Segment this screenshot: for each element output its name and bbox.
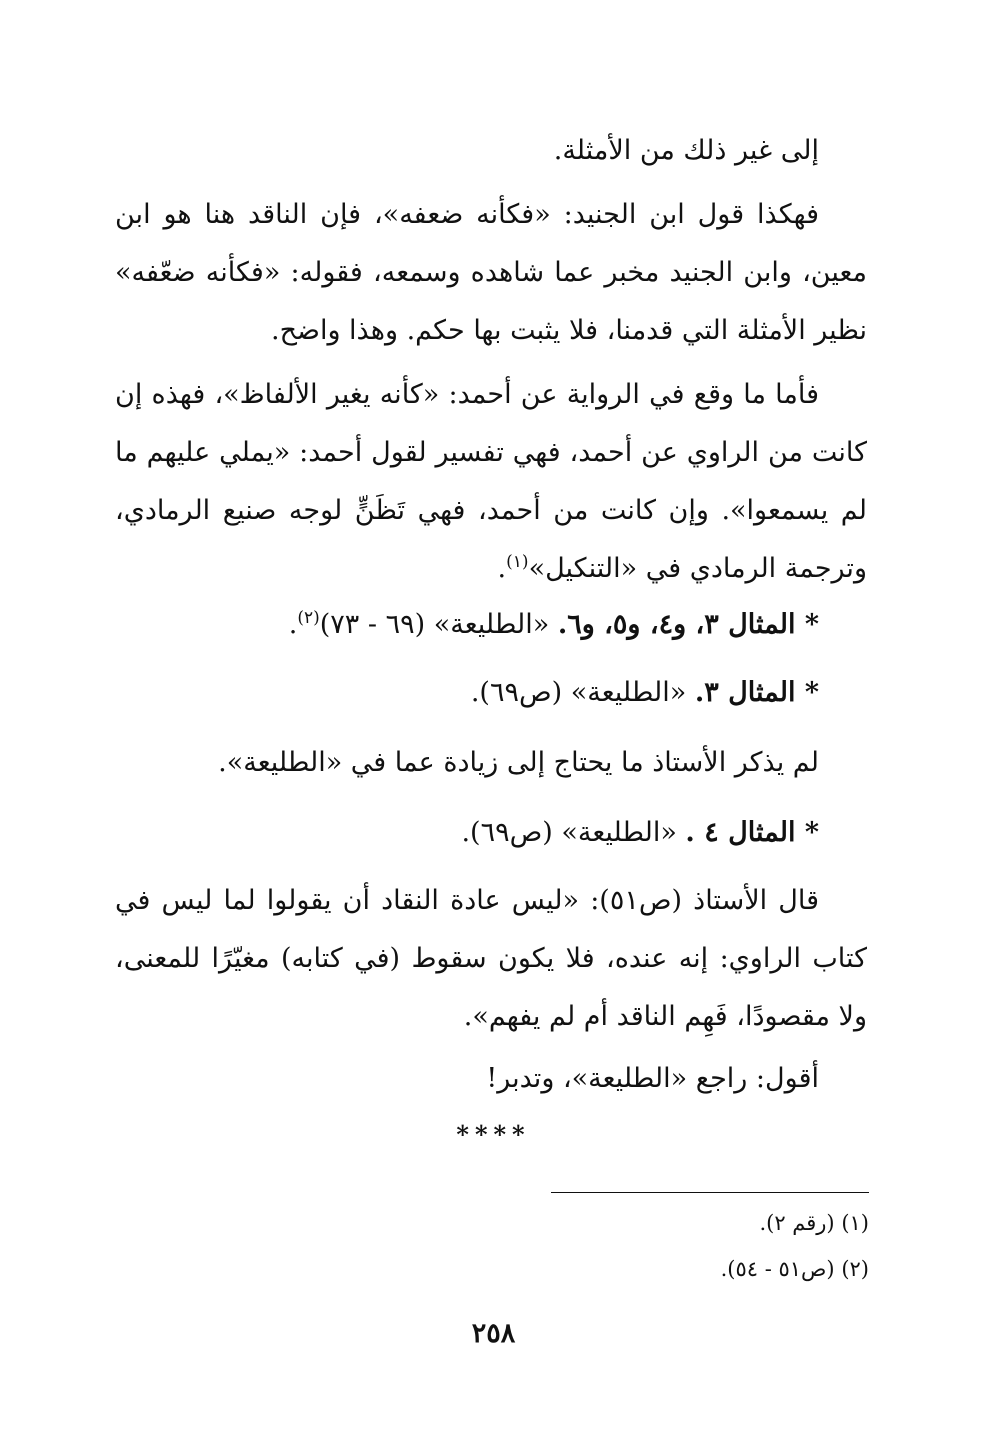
paragraph-ahmad [115, 366, 867, 598]
heading-examples-3-6 [115, 596, 867, 654]
paragraph-ustadh-quote: قال الأستاذ (ص٥١): «ليس عادة النقاد أن يقولوا لما ليس في كتاب الراوي: إنه عنده، فلا يكون سقوط (في كتابه) مغيّرًا للمعنى، ولا مقصودًا، فَهِم الناقد أم لم يفهم». [115, 885, 867, 1032]
footnote-text: (ص٥١ - ٥٤). [720, 1257, 835, 1281]
footnote-2 [369, 1254, 869, 1284]
paragraph-no-addition: لم يذكر الأستاذ ما يحتاج إلى زيادة عما في «الطليعة». [218, 747, 819, 778]
page-number: ٢٥٨ [471, 1318, 516, 1349]
footnote-ref-1: (١) [506, 552, 529, 572]
heading-example-3-ref: «الطليعة» (ص٦٩). [470, 677, 695, 708]
footnote-number: (٢) [841, 1257, 869, 1281]
paragraph-conclusion: أقول: راجع «الطليعة»، وتدبر! [486, 1063, 819, 1094]
footnote-number: (١) [841, 1211, 869, 1235]
footnote-ref-2: (٢) [297, 608, 320, 628]
heading-example-3-lead: * المثال ٣. [694, 677, 819, 708]
footnote-1 [369, 1208, 869, 1238]
paragraph-ahmad-end: . [497, 553, 507, 584]
paragraph-ahmad-text: فأما ما وقع في الرواية عن أحمد: «كأنه يغير الألفاظ»، فهذه إن كانت من الراوي عن أحمد، فهي تفسير لقول أحمد: «يملي عليهم ما لم يسمعوا». وإن كانت من أحمد، فهي تَظَنٍّ لوجه صنيع الرمادي، وترجمة الرمادي في «التنكيل» [115, 379, 867, 584]
footnote-divider [551, 1192, 869, 1193]
footnote-text: (رقم ٢). [759, 1211, 835, 1235]
heading-example-4-ref: «الطليعة» (ص٦٩). [461, 817, 686, 848]
heading-example-4-lead: * المثال ٤ . [685, 817, 819, 848]
section-separator: **** [456, 1120, 531, 1149]
paragraph-ibn-junaid: فهكذا قول ابن الجنيد: «فكأنه ضعفه»، فإن الناقد هنا هو ابن معين، وابن الجنيد مخبر عما شاهده وسمعه، فقوله: «فكأنه ضعّفه» نظير الأمثلة التي قدمنا، فلا يثبت بها حكم. وهذا واضح. [115, 199, 867, 346]
heading-example-3 [115, 664, 867, 722]
paragraph-intro: إلى غير ذلك من الأمثلة. [553, 135, 819, 166]
heading-examples-end: . [288, 609, 298, 640]
heading-examples-lead: * المثال ٣، و٤، و٥، و٦. [557, 609, 819, 640]
heading-example-4 [115, 804, 867, 862]
heading-examples-ref: «الطليعة» (٦٩ - ٧٣) [319, 609, 558, 640]
